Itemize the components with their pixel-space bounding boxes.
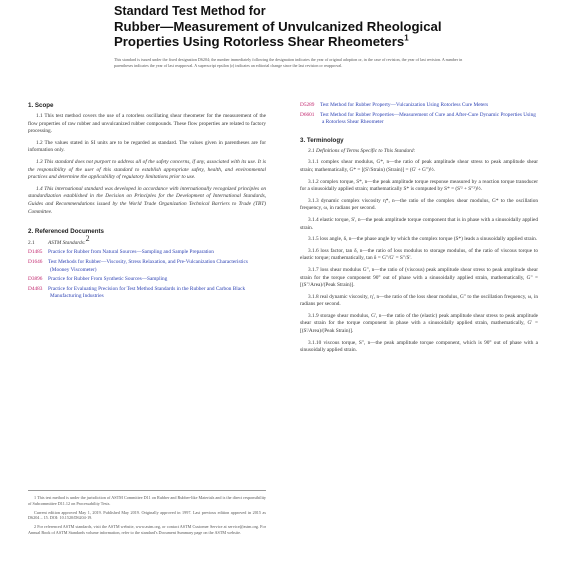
terminology-para: 3.1.10 viscous torque, S", n—the peak amplitude torque component, which is 90° out of phase with a sinusoidally applied strain. [300,339,538,354]
right-column [300,102,538,359]
ref-item[interactable] [300,102,538,110]
terminology-para: 3.1.5 loss angle, δ, n—the phase angle by which the complex torque (S*) leads a sinusoidally applied strain. [308,236,538,243]
ref-code[interactable]: D4483 [28,285,43,292]
intro-number: 2.1 [28,239,35,246]
terminology-para: 3.1.2 complex torque, S*, n—the peak amplitude torque response measured by a reaction torque transducer for a sinusoidally applied strain; mathematically S* is computed by S* = (S'² + S"²)½. [300,178,538,193]
ref-title[interactable]: Test Method for Rubber Properties—Measurement of Cure and After-Cure Dynamic Properties Using a Rotorless Shear Rheometer [320,111,536,126]
scope-para-1: 1.1 This test method covers the use of a rotorless oscillating shear rheometer for the measurement of the flow properties of raw rubber and unvulcanized rubber compounds. These flow properties are related to factory processing. [28,113,266,135]
referenced-documents-heading: 2. Referenced Documents [28,228,104,236]
terminology-para: 3.1.7 loss shear modulus G", n—the ratio of (viscous) peak amplitude shear stress to peak amplitude shear strain for the torque component 90° out of phase with a sinusoidally applied strain, mathematically, G" = [(S"/Area)/(Peak Strain)]. [300,266,538,289]
document-title [114,4,474,49]
ref-title[interactable]: Test Methods for Rubber—Viscosity, Stress Relaxation, and Pre-Vulcanization Characteristics (Mooney Viscometer) [48,259,248,273]
ref-title[interactable]: Test Method for Rubber Property—Vulcanization Using Rotorless Cure Meters [320,102,489,108]
terminology-para: 3.1.8 real dynamic viscosity, η', n—the ratio of the loss shear modulus, G" to the oscillation frequency, ω, in radians per second. [300,293,538,308]
title-line-1: Standard Test Method for [114,4,266,18]
ref-code[interactable]: D3896 [28,276,43,283]
terminology-para: 3.1.9 storage shear modulus, G', n—the ratio of the (elastic) peak amplitude shear stress to peak amplitude shear strain for the torque component in phase with a sinusoidally applied strain, mathematically, G' = [(S'/Area)/(Peak Strain)]. [300,312,538,335]
footnotes [28,490,266,539]
scope-heading: 1. Scope [28,102,54,109]
intro-footnote-mark: 2 [85,234,90,244]
ref-title[interactable]: Practice for Evaluating Precision for Test Method Standards in the Rubber and Carbon Black Manufacturing Industries [48,285,246,300]
terminology-heading: 3. Terminology [300,136,344,144]
terminology-para-0: 3.1 Definitions of Terms Specific to This Standard: [308,147,416,154]
ref-item[interactable] [28,249,266,257]
intro-text: ASTM Standards: [48,239,86,246]
ref-code[interactable]: D1485 [28,249,43,256]
footnote-1: 1 This test method is under the jurisdiction of ASTM Committee D11 on Rubber and Rubber-like Materials and is the direct responsibility of Subcommittee D11.12 on Processability Tests. [28,495,266,506]
ref-code[interactable]: D5289 [300,102,315,108]
ref-item[interactable] [28,286,266,301]
ref-item[interactable] [28,276,266,284]
left-column [28,102,266,303]
ref-title[interactable]: Practice for Rubber from Natural Sources—Sampling and Sample Preparation [48,249,214,256]
title-line-2: Rubber—Measurement of Unvulcanized Rheological [114,19,442,34]
ref-item[interactable] [300,112,538,127]
title-footnote-mark: 1 [404,33,409,43]
terminology-para: 3.1.1 complex shear modulus, G*, n—the ratio of peak amplitude shear stress to peak amplitude shear strain; mathematically, G* = [(S'/Strain) (Strain)] = (G' + G")½. [300,159,538,173]
ref-code[interactable]: D1646 [28,259,43,266]
terminology-para: 3.1.3 dynamic complex viscosity η*, n—the ratio of the complex shear modulus, G* to the oscillation frequency, ω, in radians per second. [300,197,538,212]
footnote-2: 2 For referenced ASTM standards, visit the ASTM website, www.astm.org, or contact ASTM Customer Service at service@astm.org. For Annual Book of ASTM Standards volume information, refer to the standard's Document Summary page on the ASTM website. [28,524,266,535]
footnote-1-edition: Current edition approved May 1, 2019. Published May 2019. Originally approved in 1997. Last previous edition approved in 2015 as D6204 – 15. DOI: 10.1520/D6204-19. [28,509,266,521]
scope-para-3: 1.3 This standard does not purport to address all of the safety concerns, if any, associated with its use. It is the responsibility of the user of this standard to establish appropriate safety, health, and environmental practices and determine the applicability of regulatory limitations prior to use. [28,158,266,181]
scope-para-4: 1.4 This international standard was developed in accordance with internationally recognized principles on standardization established in the Decision on Principles for the Development of International Standards, Guides and Recommendations issued by the World Trade Organization Technical Barriers to Trade (TBT) Committee. [28,185,266,215]
ref-title[interactable]: Practice for Rubber From Synthetic Sources—Sampling [48,276,168,283]
standard-notice: This standard is issued under the fixed designation D6204; the number immediately following the designation indicates the year of original adoption or, in the case of revision, the year of last revision. A number in parentheses indicates the year of last reapproval. A superscript epsilon (ε) indicates an editorial change since the last revision or reapproval. [114,57,463,68]
terminology-para: 3.1.4 elastic torque, S', n—the peak amplitude torque component that is in phase with a sinusoidally applied strain. [300,216,538,231]
scope-para-2: 1.2 The values stated in SI units are to be regarded as standard. The values given in parentheses are for information only. [28,139,266,154]
title-line-3 [114,34,474,49]
terminology-para: 3.1.6 loss factor, tan δ, n—the ratio of loss modulus to storage modulus, of the ratio of viscous torque to elastic torque; mathematically, tan δ = G"/G' = S"/S'. [300,247,538,262]
ref-item[interactable] [28,259,266,274]
title-line-3-text: Properties Using Rotorless Shear Rheometers [114,34,405,49]
astm-standards-intro [28,234,266,247]
ref-code[interactable]: D6601 [300,111,315,118]
